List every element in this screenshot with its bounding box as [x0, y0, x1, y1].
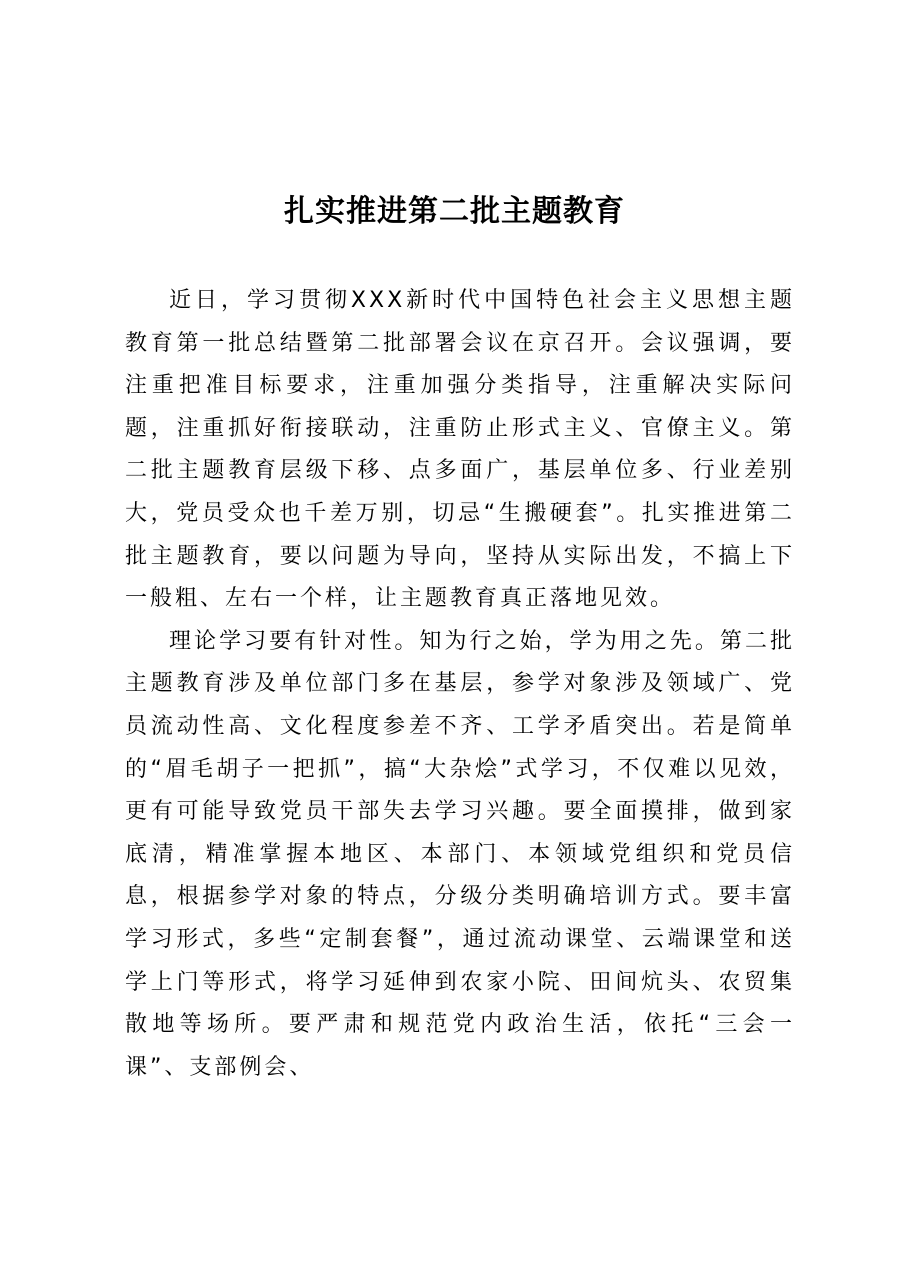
- paragraph-2: 理论学习要有针对性。知为行之始，学为用之先。第二批主题教育涉及单位部门多在基层，参学对象涉及领域广、党员流动性高、文化程度参差不齐、工学矛盾突出。若是简单的“眉毛胡子一把抓”，搞“大杂烩”式学习，不仅难以见效，更有可能导致党员干部失去学习兴趣。要全面摸排，做到家底清，精准掌握本地区、本部门、本领域党组织和党员信息，根据参学对象的特点，分级分类明确培训方式。要丰富学习形式，多些“定制套餐”，通过流动课堂、云端课堂和送学上门等形式，将学习延伸到农家小院、田间炕头、农贸集散地等场所。要严肃和规范党内政治生活，依托“三会一课”、支部例会、: [125, 628, 795, 1080]
- document-title: 扎实推进第二批主题教育: [284, 194, 625, 229]
- document-body: [125, 280, 795, 1089]
- paragraph-1: 近日，学习贯彻XXX新时代中国特色社会主义思想主题教育第一批总结暨第二批部署会议在京召开。会议强调，要注重把准目标要求，注重加强分类指导，注重解决实际问题，注重抓好衔接联动，注重防止形式主义、官僚主义。第二批主题教育层级下移、点多面广，基层单位多、行业差别大，党员受众也千差万别，切忌“生搬硬套”。扎实推进第二批主题教育，要以问题为导向，坚持从实际出发，不搞上下一般粗、左右一个样，让主题教育真正落地见效。: [125, 288, 795, 612]
